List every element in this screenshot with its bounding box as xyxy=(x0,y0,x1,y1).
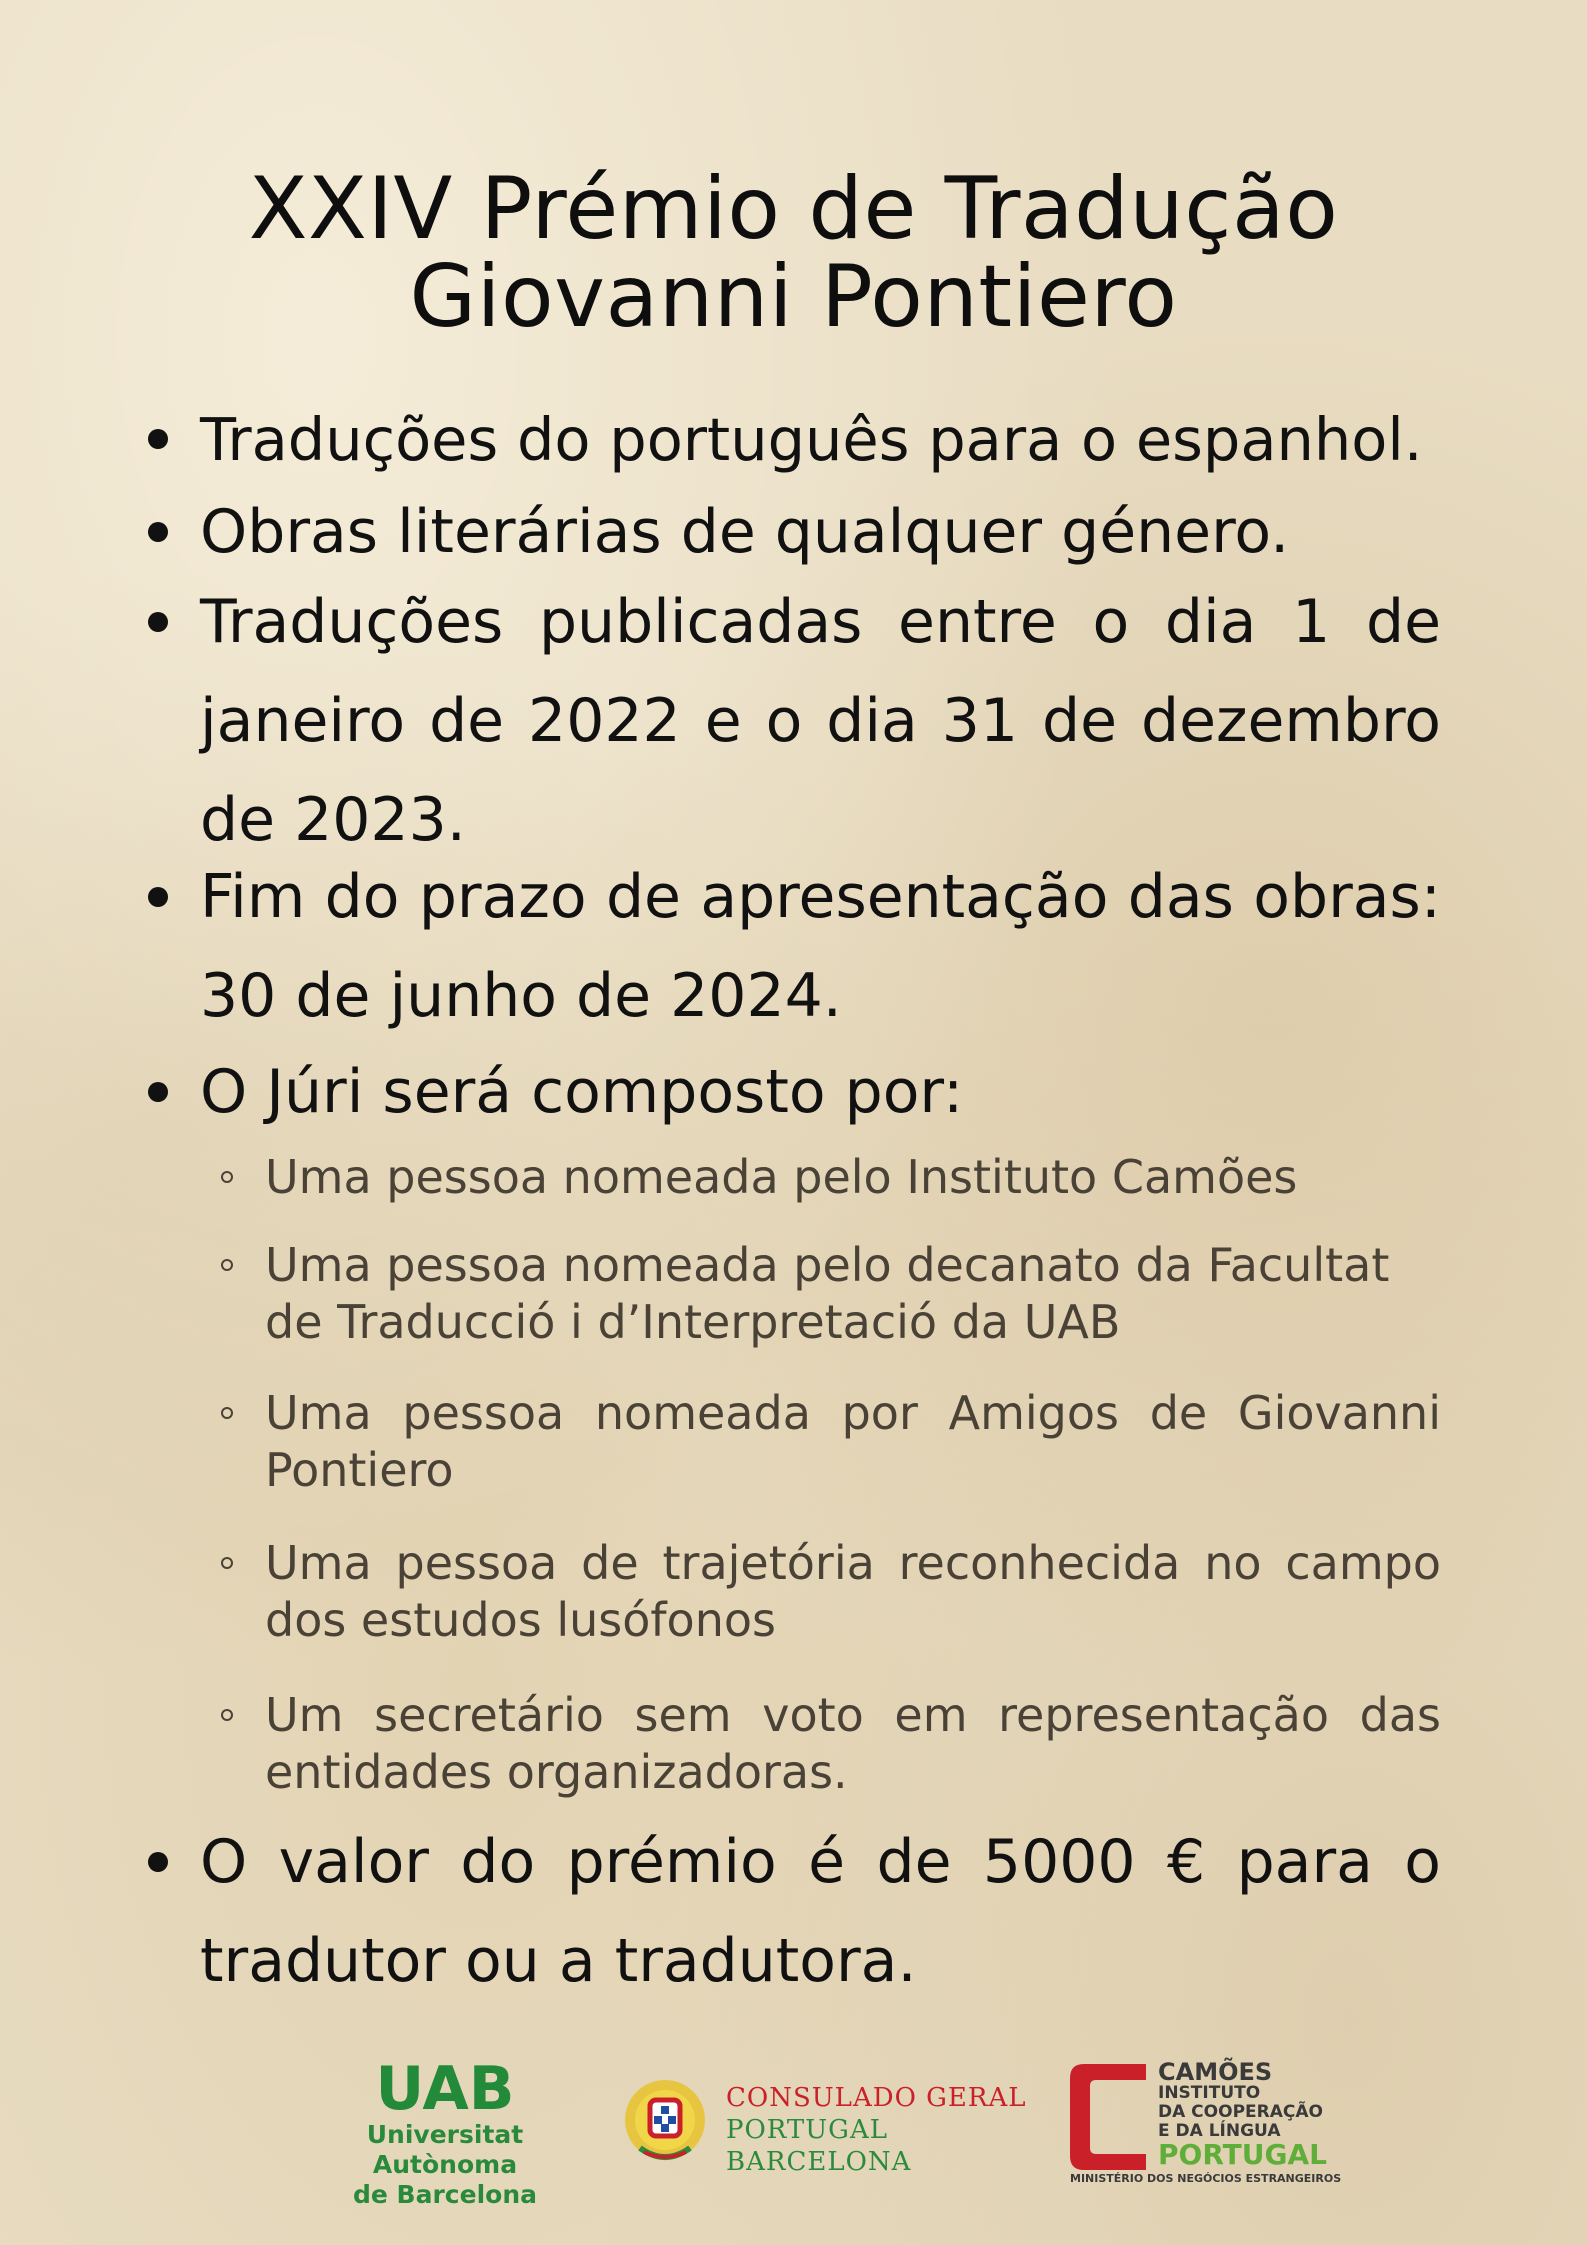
list-item: Obras literárias de qualquer género. xyxy=(200,497,1290,567)
list-item: Traduções publicadas entre o dia 1 de janeiro de 2022 e o dia 31 de dezembro de 2023. xyxy=(200,587,1441,855)
camoes-ministry: MINISTÉRIO DOS NEGÓCIOS ESTRANGEIROS xyxy=(1070,2172,1342,2185)
sub-bullet-ring xyxy=(221,1709,233,1721)
consulado-line-1: CONSULADO GERAL xyxy=(726,2083,1027,2113)
uab-abbr: UAB xyxy=(375,2054,515,2124)
camoes-text xyxy=(1158,2060,1327,2169)
list-item: O valor do prémio é de 5000 € para o tradutor ou a tradutora. xyxy=(200,1827,1441,1996)
uab-logo xyxy=(294,2054,596,2210)
consulado-line-2: PORTUGAL BARCELONA xyxy=(726,2115,912,2177)
bullet-dot xyxy=(148,1082,168,1102)
sub-bullet-ring xyxy=(221,1171,233,1183)
coat-of-arms-icon xyxy=(610,2078,720,2168)
sub-bullet-ring xyxy=(221,1259,233,1271)
camoes-line-1: CAMÕES xyxy=(1158,2058,1273,2086)
sub-list-item: Uma pessoa nomeada pelo Instituto Camões xyxy=(265,1150,1298,1204)
bullet-dot xyxy=(148,429,168,449)
title-line-1: XXIV Prémio de Tradução xyxy=(248,159,1339,259)
sub-bullet-ring xyxy=(221,1407,233,1419)
title-line-2: Giovanni Pontiero xyxy=(409,247,1178,347)
sub-list-item: Um secretário sem voto em representação das entidades organizadoras. xyxy=(265,1688,1441,1799)
consulado-logo xyxy=(610,2078,1030,2177)
bullet-dot xyxy=(148,1852,168,1872)
camoes-line-4: E DA LÍNGUA xyxy=(1158,2121,1281,2141)
bullet-dot xyxy=(148,612,168,632)
list-item: O Júri será composto por: xyxy=(200,1057,964,1127)
sub-list-item: Uma pessoa nomeada pelo decanato da Facultat de Traducció i d’Interpretació da UAB xyxy=(265,1238,1390,1349)
sub-bullet-ring xyxy=(221,1557,233,1569)
camoes-line-3: DA COOPERAÇÃO xyxy=(1158,2102,1323,2122)
sub-list-item: Uma pessoa nomeada por Amigos de Giovanni Pontiero xyxy=(265,1386,1441,1497)
sub-list-item: Uma pessoa de trajetória reconhecida no campo dos estudos lusófonos xyxy=(265,1536,1441,1647)
camoes-logo xyxy=(1066,2058,1342,2185)
uab-name-line-1: Universitat Autònoma xyxy=(366,2120,524,2179)
camoes-line-2: INSTITUTO xyxy=(1158,2083,1261,2103)
bullet-dot xyxy=(148,522,168,542)
consulado-text xyxy=(726,2082,1030,2178)
bullet-dot xyxy=(148,887,168,907)
list-item: Fim do prazo de apresentação das obras: 30 de junho de 2024. xyxy=(200,862,1441,1031)
camoes-c-icon xyxy=(1066,2064,1151,2174)
uab-name-line-2: de Barcelona xyxy=(353,2180,537,2209)
camoes-line-5: PORTUGAL xyxy=(1158,2138,1327,2171)
list-item: Traduções do português para o espanhol. xyxy=(200,405,1423,474)
